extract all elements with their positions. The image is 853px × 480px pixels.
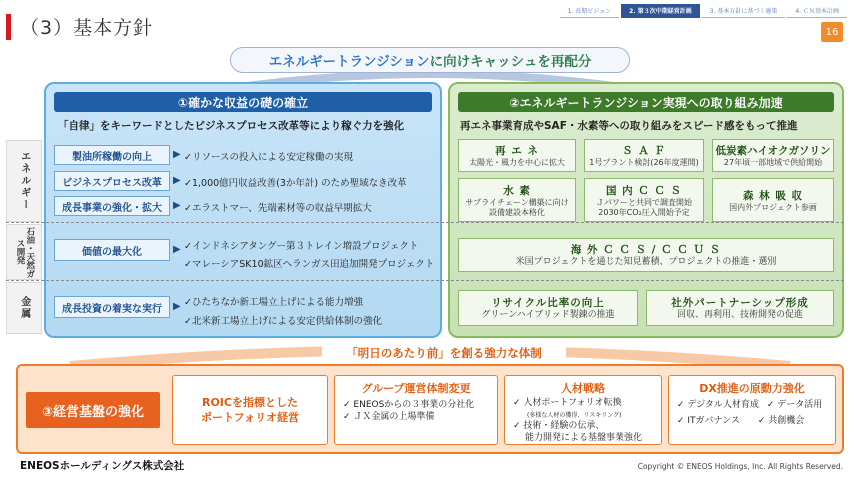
box-partnership: 社外パートナーシップ形成 回収、再利用、技術開発の促進	[646, 290, 834, 326]
arrow-icon: ▶	[173, 175, 181, 186]
row-divider	[6, 280, 844, 281]
box-roic: ROICを指標とした ポートフォリオ経営	[172, 375, 328, 445]
company-logo: ENEOSホールディングス株式会社	[20, 460, 185, 472]
side-label-metals: 金属	[6, 282, 42, 334]
box-dx: DX推進の原動力強化 ✓ デジタル人材育成 ✓ データ活用 ✓ ITガバナンス ✓ 共創機会	[668, 375, 836, 445]
side-label-energy: エネルギー	[6, 140, 42, 222]
theme-part1: エネルギートランジション	[268, 54, 430, 70]
tab-long-term-vision[interactable]: 1. 長期ビジョン	[560, 4, 620, 18]
right-panel-subtitle: 再エネ事業育成やSAF・水素等への取り組みをスピード感をもって推進	[460, 120, 798, 132]
row-divider	[6, 222, 844, 223]
left-panel-subtitle: 「自律」をキーワードとしたビジネスプロセス改革等により稼ぐ力を強化	[58, 120, 405, 132]
tab-mid-term-plan[interactable]: 2. 第３次中期経営計画	[621, 4, 700, 18]
arrow-icon: ▶	[173, 244, 181, 255]
right-panel-title: ②エネルギートランジション実現への取り組み加速	[458, 92, 834, 112]
box-hr-strategy: 人材戦略 ✓ 人材ポートフォリオ転換 (多様な人材の獲得、リスキリング) ✓ 技術・経験の伝承、 能力開発による基盤事業強化	[504, 375, 662, 445]
desc-growth-business: ✓エラストマー、先端素材等の収益早期拡大	[184, 203, 372, 214]
section-tabs	[560, 4, 847, 18]
side-label-oil-gas: 石油・天然ガス開発	[6, 224, 42, 280]
theme-part2: に向けキャッシュを再配分	[429, 54, 592, 70]
tab-measures[interactable]: 3. 基本方針に基づく施策	[702, 4, 786, 18]
label-refinery: 製油所稼働の向上	[54, 145, 170, 165]
copyright: Copyright © ENEOS Holdings, Inc. All Rights Reserved.	[637, 462, 843, 471]
page-number: 16	[821, 22, 843, 42]
box-domestic-ccs: 国 内 Ｃ Ｃ Ｓ Ｊパワーと共同で調査開始 2030年CO₂圧入開始予定	[584, 178, 704, 222]
box-saf: Ｓ Ａ Ｆ 1号プラント検討(26年度運開)	[584, 139, 704, 172]
label-growth-invest: 成長投資の着実な実行	[54, 296, 170, 318]
desc-business-process: ✓1,000億円収益改善(3か年計) のため聖域なき改革	[184, 178, 407, 189]
foundation-strengthening: ③経営基盤の強化	[26, 392, 160, 428]
label-growth-business: 成長事業の強化・拡大	[54, 196, 170, 216]
arrow-icon: ▶	[173, 200, 181, 211]
label-business-process: ビジネスプロセス改革	[54, 171, 170, 191]
arrow-icon: ▶	[173, 149, 181, 160]
desc-refinery: ✓リソースの投入による安定稼働の実現	[184, 152, 353, 163]
desc-value-max-1: ✓インドネシアタングー第３トレイン増設プロジェクト	[184, 241, 419, 252]
box-forest-absorption: 森 林 吸 収 国内外プロジェクト参画	[712, 178, 834, 222]
theme-banner	[230, 47, 630, 73]
title-accent-bar	[6, 14, 11, 40]
box-recycle: リサイクル比率の向上 グリーンハイブリッド製錬の推進	[458, 290, 638, 326]
box-hydrogen: 水 素 サプライチェーン構築に向け 設備建設本格化	[458, 178, 576, 222]
box-overseas-ccs: 海 外 Ｃ Ｃ Ｓ / Ｃ Ｃ Ｕ Ｓ 米国プロジェクトを通じた知見蓄積、プロジェクトの推進・選別	[458, 238, 834, 272]
desc-growth-invest-2: ✓北米新工場立上げによる安定供給体制の強化	[184, 316, 382, 327]
tab-cn-plan[interactable]: 4. ＣＮ基本計画	[787, 4, 847, 18]
label-value-max: 価値の最大化	[54, 239, 170, 261]
page-title: （3）基本方針	[20, 17, 154, 39]
left-panel-title: ①確かな収益の礎の確立	[54, 92, 432, 112]
box-renewable: 再 エ ネ 太陽光・風力を中心に拡大	[458, 139, 576, 172]
box-low-carbon-gasoline: 低炭素ハイオクガソリン 27年頃一部地域で供給開始	[712, 139, 834, 172]
desc-growth-invest-1: ✓ひたちなか新工場立上げによる能力増強	[184, 297, 363, 308]
arrow-icon: ▶	[173, 301, 181, 312]
desc-value-max-2: ✓マレーシアSK10鉱区ヘランガス田追加開発プロジェクト	[184, 259, 435, 270]
foundation-banner: 「明日のあたり前」を創る強力な体制	[322, 344, 566, 362]
box-group-management: グループ運営体制変更 ✓ ENEOSからの３事業の分社化 ✓ ＪＸ金属の上場準備	[334, 375, 498, 445]
